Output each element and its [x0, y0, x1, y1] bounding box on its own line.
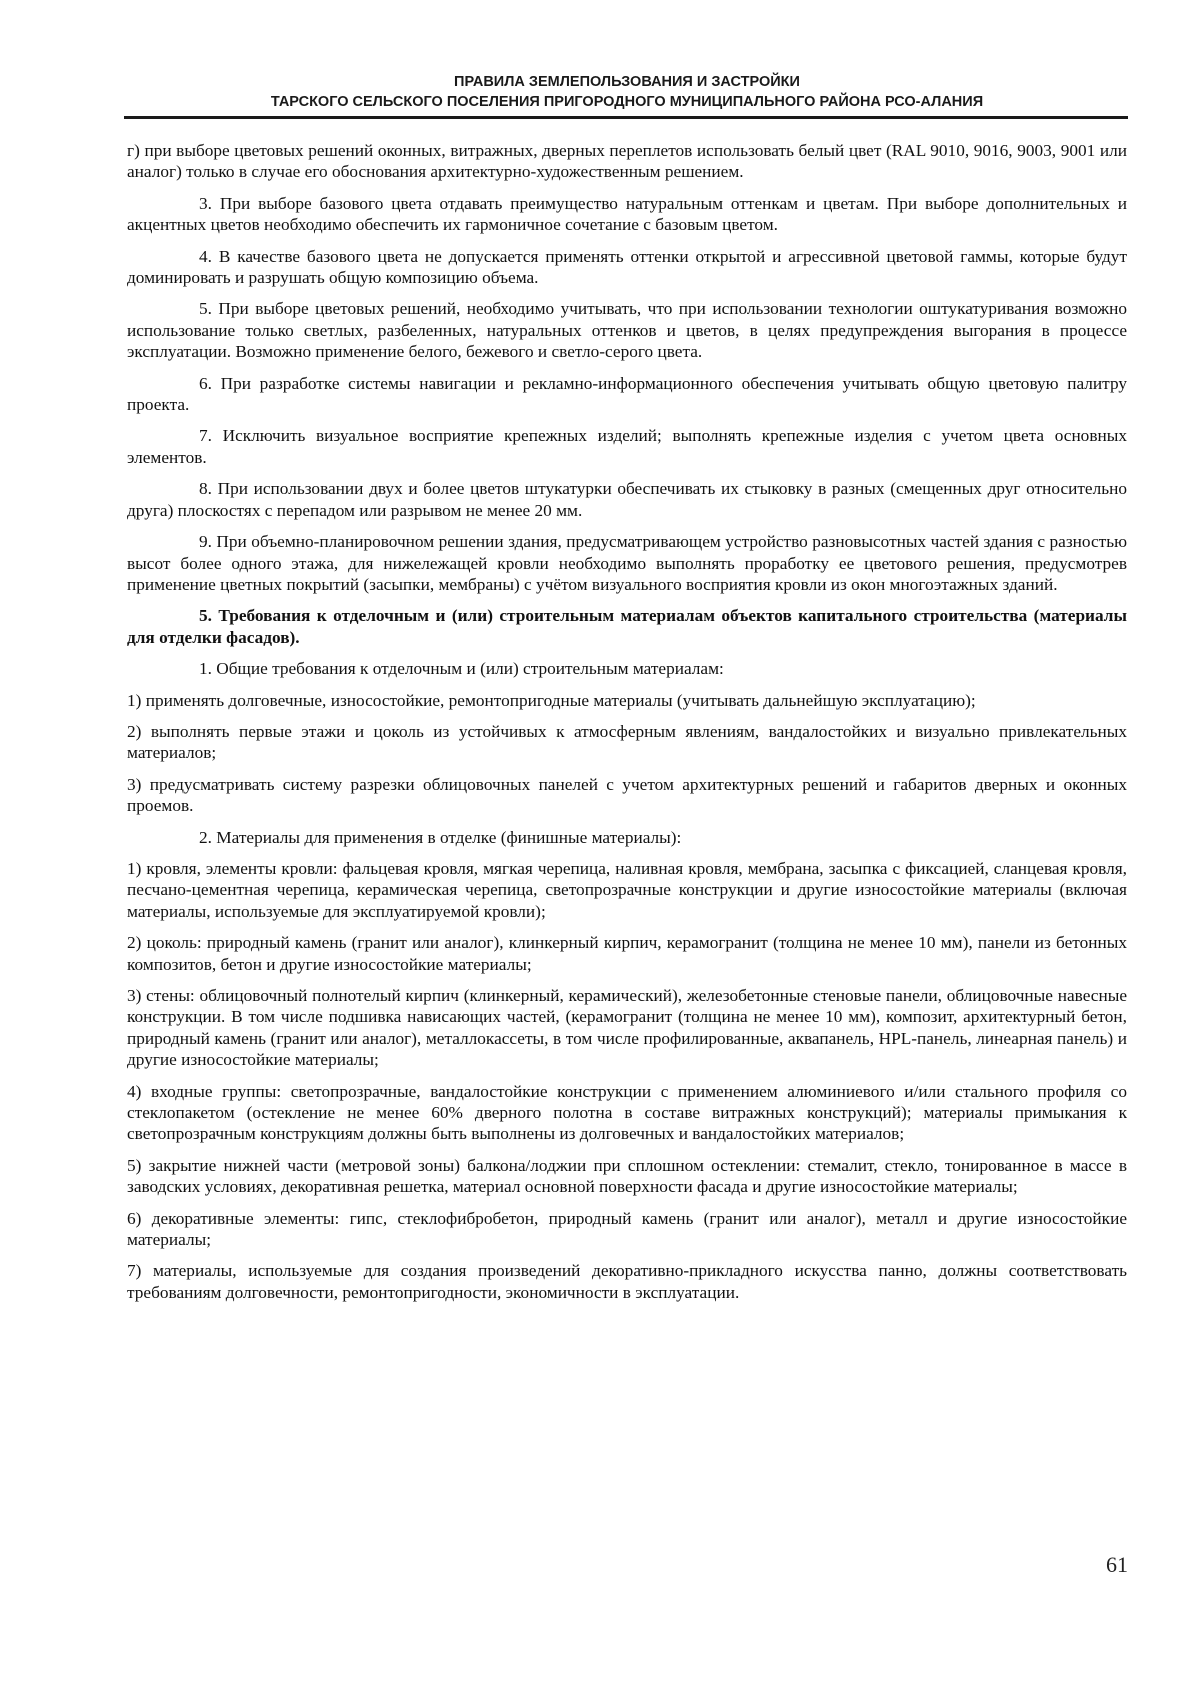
list-item-walls: 3) стены: облицовочный полнотелый кирпич (клинкерный, керамический), железобетонные стеновые панели, облицовочные навесные конструкции. В том числе подшивка нависающих частей, (керамогранит (толщина не менее 10 мм), композит, архитектурный бетон, природный камень (гранит или аналог), металлокассеты, в том числе профилированные, аквапанель, HPL-панель, линеарная панель) и другие износостойкие материалы; — [127, 986, 1127, 1070]
paragraph-finishing-materials: 2. Материалы для применения в отделке (финишные материалы): — [199, 827, 682, 847]
section-heading-5: 5. Требования к отделочным и (или) строительным материалам объектов капитального строительства (материалы для отделки фасадов). — [127, 606, 1127, 647]
page-number: 61 — [1106, 1552, 1128, 1577]
header-divider — [124, 116, 1128, 119]
list-item-decorative-art: 7) материалы, используемые для создания произведений декоративно-прикладного искусства панно, должны соответствовать требованиям долговечности, ремонтопригодности, экономичности в эксплуатации. — [127, 1261, 1127, 1302]
paragraph-item-7: 7. Исключить визуальное восприятие крепежных изделий; выполнять крепежные изделия с учетом цвета основных элементов. — [127, 426, 1127, 467]
list-item-roof: 1) кровля, элементы кровли: фальцевая кровля, мягкая черепица, наливная кровля, мембрана, засыпка с фиксацией, сланцевая кровля, песчано-цементная черепица, керамическая черепица, светопрозрачные конструкции и другие износостойкие материалы (включая материалы, используемые для эксплуатируемой кровли); — [127, 858, 1127, 921]
list-item-durable-materials: 1) применять долговечные, износостойкие, ремонтопригодные материалы (учитывать дальнейшую эксплуатацию); — [127, 690, 976, 710]
paragraph-item-6: 6. При разработке системы навигации и рекламно-информационного обеспечения учитывать общую цветовую палитру проекта. — [127, 373, 1127, 415]
list-item-first-floors: 2) выполнять первые этажи и цоколь из устойчивых к атмосферным явлениям, вандалостойких и визуально привлекательных материалов; — [127, 721, 1127, 763]
list-item-plinth: 2) цоколь: природный камень (гранит или аналог), клинкерный кирпич, керамогранит (толщина не менее 10 мм), панели из бетонных композитов, бетон и другие износостойкие материалы; — [127, 933, 1127, 974]
paragraph-general-requirements: 1. Общие требования к отделочным и (или) строительным материалам: — [199, 659, 724, 679]
paragraph-item-5: 5. При выборе цветовых решений, необходимо учитывать, что при использовании технологии оштукатуривания возможно использование только светлых, разбеленных, натуральных оттенков и цветов, в целях предупреждения выгорания в процессе эксплуатации. Возможно применение белого, бежевого и светло-серого цвета. — [127, 299, 1127, 362]
paragraph-color-white-frames: г) при выборе цветовых решений оконных, витражных, дверных переплетов использовать белый цвет (RAL 9010, 9016, 9003, 9001 или аналог) только в случае его обоснования архитектурно-художественным решением. — [127, 141, 1127, 182]
paragraph-item-8: 8. При использовании двух и более цветов штукатурки обеспечивать их стыковку в разных (смещенных друг относительно друга) плоскостях с перепадом или разрывом не менее 20 мм. — [127, 479, 1127, 520]
page-header — [126, 72, 1128, 112]
paragraph-item-4: 4. В качестве базового цвета не допускается применять оттенки открытой и агрессивной цветовой гаммы, которые будут доминировать и разрушать общую композицию объема. — [127, 246, 1127, 288]
document-body — [127, 140, 1127, 1313]
header-title-line-1: ПРАВИЛА ЗЕМЛЕПОЛЬЗОВАНИЯ И ЗАСТРОЙКИ — [454, 74, 800, 90]
paragraph-item-9: 9. При объемно-планировочном решении здания, предусматривающем устройство разновысотных частей здания с разностью высот более одного этажа, для нижележащей кровли необходимо выполнять проработку ее цветового решения, предусмотрев применение цветных покрытий (засыпки, мембраны) с учётом визуального восприятия кровли из окон многоэтажных зданий. — [127, 532, 1127, 594]
list-item-panel-layout: 3) предусматривать систему разрезки облицовочных панелей с учетом архитектурных решений и габаритов дверных и оконных проемов. — [127, 774, 1127, 816]
header-title-line-2: ТАРСКОГО СЕЛЬСКОГО ПОСЕЛЕНИЯ ПРИГОРОДНОГО МУНИЦИПАЛЬНОГО РАЙОНА РСО-АЛАНИЯ — [270, 94, 984, 110]
paragraph-item-3: 3. При выборе базового цвета отдавать преимущество натуральным оттенкам и цветам. При выборе дополнительных и акцентных цветов необходимо обеспечить их гармоничное сочетание с базовым цветом. — [127, 193, 1127, 235]
list-item-decorative-elements: 6) декоративные элементы: гипс, стеклофибробетон, природный камень (гранит или аналог), металл и другие износостойкие материалы; — [127, 1208, 1127, 1250]
list-item-balcony: 5) закрытие нижней части (метровой зоны) балкона/лоджии при сплошном остеклении: стемалит, стекло, тонированное в массе в заводских условиях, декоративная решетка, материал основной поверхности фасада и другие износостойкие материалы; — [127, 1155, 1127, 1197]
list-item-entrance-groups: 4) входные группы: светопрозрачные, вандалостойкие конструкции с применением алюминиевого и/или стального профиля со стеклопакетом (остекление не менее 60% дверного полотна в составе витражных конструкций); материалы примыкания к светопрозрачным конструкциям должны быть выполнены из долговечных и вандалостойких материалов; — [127, 1081, 1127, 1144]
